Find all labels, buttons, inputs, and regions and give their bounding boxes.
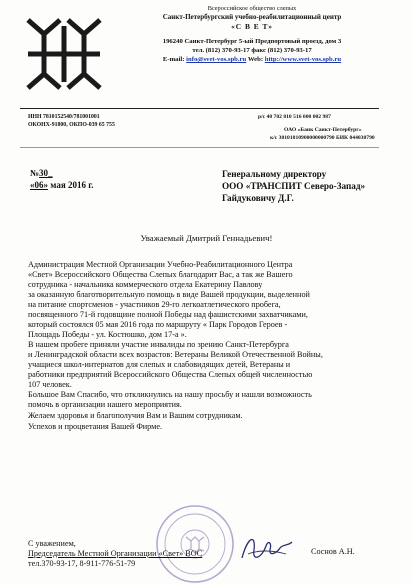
body-line: Площадь Победы - ул. Костюшко, дом 17-а ». bbox=[28, 330, 187, 339]
closing: С уважением, bbox=[28, 539, 76, 548]
signer-position: Председатель Местной Организации «Свет» ВОС bbox=[28, 549, 203, 558]
body-line: Успехов и процветания Вашей Фирме. bbox=[28, 422, 163, 431]
email-link[interactable]: info@svet-vos.spb.ru bbox=[186, 56, 247, 63]
body-line: на питание спортсменов - участников 29-го легкоатлетического пробега, bbox=[28, 300, 281, 309]
signature-block bbox=[28, 539, 202, 569]
account-line: р/с 40 702 810 516 000 002 987 bbox=[258, 114, 331, 120]
outgoing-date bbox=[30, 179, 94, 191]
body-line: посвященного 71-й годовщине полной Победы над фашистскими захватчиками, bbox=[28, 310, 308, 319]
greeting: Уважаемый Дмитрий Геннадьевич! bbox=[140, 233, 273, 243]
svet-logo-icon bbox=[20, 12, 108, 96]
body-line: сотрудника - начальника коммерческого отдела Екатерину Павлову bbox=[28, 280, 263, 289]
handwritten-signature-icon bbox=[238, 528, 296, 568]
society-name: Всероссийское общество слепых bbox=[207, 5, 297, 12]
body-line: 107 человек. bbox=[28, 380, 72, 389]
requisites-left bbox=[28, 113, 115, 129]
header-divider bbox=[20, 108, 379, 109]
body-line: за оказанную благотворительную помощь в виде Вашей продукции, выделенной bbox=[28, 290, 310, 299]
web-link[interactable]: http://www.svet-vos.spb.ru bbox=[264, 56, 342, 63]
outgoing-number: №30_ bbox=[30, 168, 53, 178]
addressee-line: Генеральному директору bbox=[222, 169, 327, 179]
center-name: Санкт-Петербургский учебно-реабилитационный центр bbox=[162, 13, 342, 21]
bank-block bbox=[270, 126, 375, 142]
body-line: Большое Вам Спасибо, что откликнулись на нашу просьбу и нашли возможность bbox=[28, 390, 312, 399]
date-day: «06» bbox=[30, 180, 48, 190]
body-line: «Свет» Всероссийского Общества Слепых благодарит Вас, а так же Вашего bbox=[28, 270, 293, 279]
body-line: учащиеся школ-интернатов для слепых и слабовидящих детей, Ветераны и bbox=[28, 360, 291, 369]
email-label: E-mail: bbox=[162, 56, 185, 63]
body-line: Желаем здоровья и благополучия Вам и Вашим сотрудникам. bbox=[28, 411, 243, 420]
addressee-line: Гайдуковичу Д.Г. bbox=[222, 193, 294, 203]
body-line: В нашем пробеге приняли участие инвалиды по зрению Санкт-Петербурга bbox=[28, 340, 289, 349]
outgoing-number-block bbox=[30, 167, 94, 191]
web-label: Web: bbox=[247, 56, 264, 63]
body-line: помочь в организации нашего мероприятия. bbox=[28, 400, 182, 409]
phone-line: тел. (812) 370-93-17 факс (812) 370-93-17 bbox=[192, 47, 312, 54]
okonh-line: ОКОНХ-91800, ОКПО-039 65 755 bbox=[28, 122, 115, 128]
signer-phones: тел.370-93-17, 8-911-776-51-79 bbox=[28, 559, 136, 568]
body-line: и Ленинградской области всех возрастов: Ветераны Великой Отечественной Войны, bbox=[28, 350, 323, 359]
number-sign: № bbox=[30, 168, 40, 178]
inn-line: ИНН 7810152540/781001001 bbox=[28, 114, 100, 120]
body-line: Администрация Местной Организации Учебно-Реабилитационного Центра bbox=[28, 260, 293, 269]
number-value: 30 bbox=[39, 168, 49, 178]
date-rest: мая 2016 г. bbox=[50, 180, 94, 190]
requisites-divider bbox=[20, 147, 379, 148]
bank-name: ОАО «Банк Санкт-Петербург» bbox=[284, 127, 362, 133]
signer-name: Соснов А.Н. bbox=[311, 547, 355, 556]
address-line: 196240 Санкт-Петербург 5-ый Предпортовый проезд, дом 3 bbox=[162, 38, 342, 45]
contact-line bbox=[116, 55, 388, 64]
body-line: который состоялся 05 мая 2016 года по маршруту « Парк Городов Героев - bbox=[28, 320, 288, 329]
addressee-block bbox=[222, 168, 365, 204]
body-line: работники предприятий Всероссийского Общества Слепых общей численностью bbox=[28, 370, 313, 379]
corr-account: к/с 30101810900000000790 БИК 044030790 bbox=[270, 135, 375, 141]
letterhead bbox=[116, 4, 388, 64]
addressee-line: ООО «ТРАНСПИТ Северо-Запад» bbox=[222, 181, 366, 191]
brand-name: «С В Е Т» bbox=[231, 22, 273, 31]
letter-body bbox=[28, 260, 374, 432]
